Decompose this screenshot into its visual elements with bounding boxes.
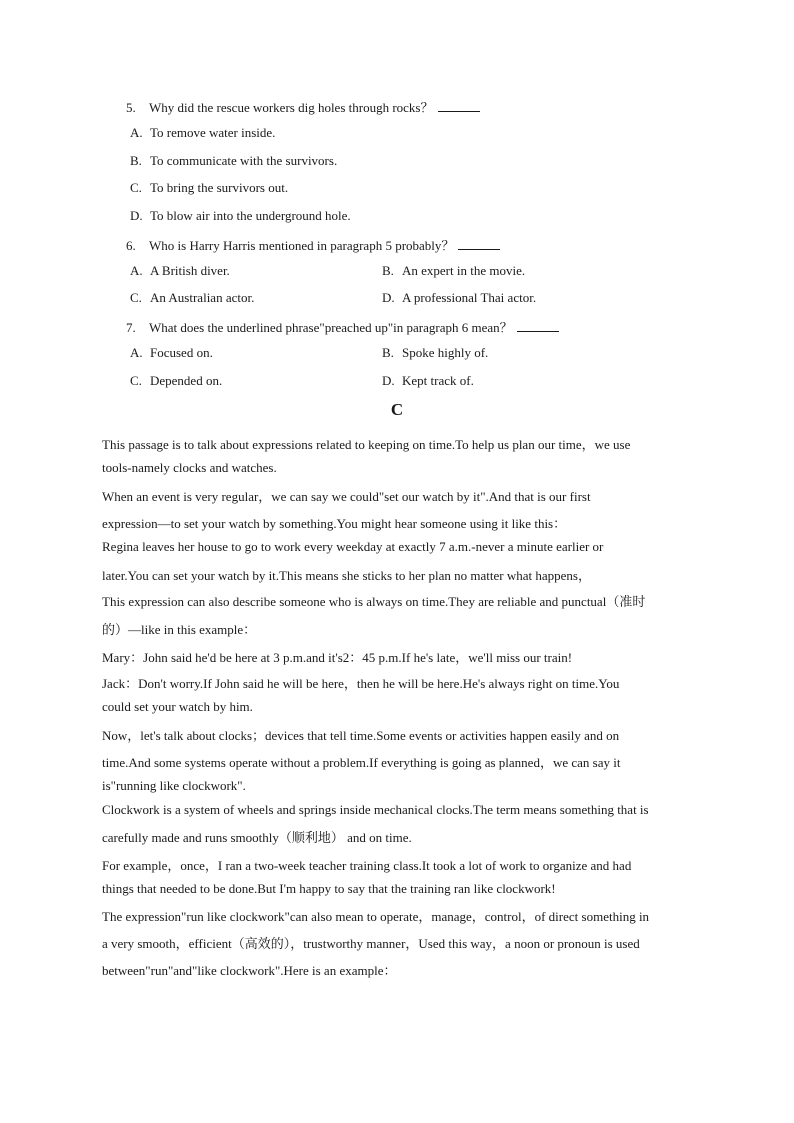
option-6c[interactable]: C. An Australian actor. bbox=[130, 290, 255, 305]
question-number: 7. bbox=[126, 320, 136, 335]
passage-line: Clockwork is a system of wheels and springs inside mechanical clocks.The term means something that is bbox=[102, 802, 649, 817]
passage-line: is"running like clockwork". bbox=[102, 778, 246, 793]
question-number: 6. bbox=[126, 238, 136, 253]
passage-line: For example，once，I ran a two-week teacher training class.It took a lot of work to organize and had bbox=[102, 858, 632, 873]
passage-line: time.And some systems operate without a problem.If everything is going as planned，we can say it bbox=[102, 755, 621, 770]
passage-line: The expression"run like clockwork"can also mean to operate，manage，control，of direct something in bbox=[102, 909, 650, 924]
passage-line: carefully made and runs smoothly（顺利地） and on time. bbox=[102, 830, 412, 845]
passage-line: 的）—like in this example： bbox=[102, 622, 257, 637]
passage-line: expression—to set your watch by something.You might hear someone using it like this： bbox=[102, 516, 567, 531]
option-5b[interactable]: B. To communicate with the survivors. bbox=[130, 153, 338, 168]
passage-line: tools-namely clocks and watches. bbox=[102, 460, 277, 475]
passage-line: When an event is very regular，we can say we could"set our watch by it".And that is our first bbox=[102, 489, 591, 504]
option-7a[interactable]: A. Focused on. bbox=[130, 345, 213, 360]
passage-line: between"run"and"like clockwork".Here is an example： bbox=[102, 963, 397, 978]
question-number: 5. bbox=[126, 100, 136, 115]
answer-blank[interactable] bbox=[458, 238, 500, 250]
option-6b[interactable]: B. An expert in the movie. bbox=[382, 263, 526, 278]
passage-line: Mary：John said he'd be here at 3 p.m.and it's2：45 p.m.If he's late，we'll miss our train! bbox=[102, 650, 573, 665]
question-text: Who is Harry Harris mentioned in paragraph 5 probably？ bbox=[149, 238, 455, 253]
option-7b[interactable]: B. Spoke highly of. bbox=[382, 345, 489, 360]
question-text: What does the underlined phrase"preached up"in paragraph 6 mean？ bbox=[149, 320, 513, 335]
passage-line: This expression can also describe someone who is always on time.They are reliable and punctual（准时 bbox=[102, 594, 646, 609]
option-6a[interactable]: A. A British diver. bbox=[130, 263, 230, 278]
answer-blank[interactable] bbox=[438, 100, 480, 112]
passage-line: things that needed to be done.But I'm happy to say that the training ran like clockwork! bbox=[102, 881, 556, 896]
passage-line: Now，let's talk about clocks；devices that tell time.Some events or activities happen easily and on bbox=[102, 728, 620, 743]
passage-line: could set your watch by him. bbox=[102, 699, 253, 714]
option-5a[interactable]: A. To remove water inside. bbox=[130, 125, 276, 140]
question-7 bbox=[126, 317, 559, 336]
passage-line: This passage is to talk about expressions related to keeping on time.To help us plan our time，we use bbox=[102, 437, 631, 452]
question-6 bbox=[126, 235, 500, 254]
passage-line: Jack：Don't worry.If John said he will be here，then he will be here.He's always right on time.You bbox=[102, 676, 620, 691]
question-5 bbox=[126, 97, 480, 116]
option-7c[interactable]: C. Depended on. bbox=[130, 373, 223, 388]
passage-line: Regina leaves her house to go to work every weekday at exactly 7 a.m.-never a minute earlier or bbox=[102, 539, 604, 554]
question-text: Why did the rescue workers dig holes through rocks？ bbox=[149, 100, 434, 115]
section-heading: C bbox=[390, 400, 404, 419]
option-7d[interactable]: D. Kept track of. bbox=[382, 373, 474, 388]
option-6d[interactable]: D. A professional Thai actor. bbox=[382, 290, 537, 305]
option-5c[interactable]: C. To bring the survivors out. bbox=[130, 180, 289, 195]
passage-line: later.You can set your watch by it.This means she sticks to her plan no matter what happens， bbox=[102, 568, 591, 583]
option-5d[interactable]: D. To blow air into the underground hole. bbox=[130, 208, 351, 223]
passage-line: a very smooth，efficient（高效的），trustworthy manner，Used this way，a noon or pronoun is used bbox=[102, 936, 640, 951]
answer-blank[interactable] bbox=[517, 320, 559, 332]
